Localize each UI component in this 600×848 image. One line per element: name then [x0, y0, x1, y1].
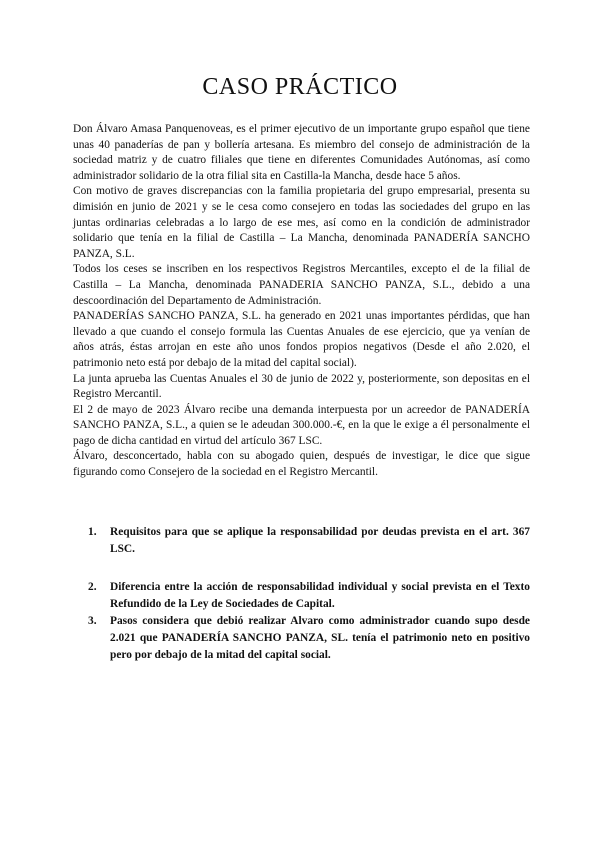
paragraph: Don Álvaro Amasa Panquenoveas, es el primer ejecutivo de un importante grupo español que tiene unas 40 panaderías de pan y bollería artesana. Es miembro del consejo de administración de la sociedad matriz y de cuatro filiales que tiene en diferentes Comunidades Autónomas, así como administrador solidario de la otra filial sita en Castilla-la Mancha, desde hace 5 años.: [73, 123, 530, 182]
questions-list: [88, 524, 530, 664]
question-text: Diferencia entre la acción de responsabilidad individual y social prevista en el Texto Refundido de la Ley de Sociedades de Capital.: [110, 581, 530, 610]
question-item: [88, 613, 530, 664]
paragraph: PANADERÍAS SANCHO PANZA, S.L. ha generado en 2021 unas importantes pérdidas, que han llevado a que cuando el consejo formula las Cuentas Anuales de ese ejercicio, que ya venían de años atrás, éstas arrojan en este año unos fondos propios negativos (Desde el año 2.020, el patrimonio neto está por debajo de la mitad del capital social).: [73, 310, 530, 369]
question-item: [88, 524, 530, 558]
question-number: 1.: [88, 526, 97, 538]
question-number: 2.: [88, 581, 97, 593]
paragraph: La junta aprueba las Cuentas Anuales el 30 de junio de 2022 y, posteriormente, son depositas en el Registro Mercantil.: [73, 372, 530, 401]
paragraph: Con motivo de graves discrepancias con la familia propietaria del grupo empresarial, presenta su dimisión en junio de 2021 y se le cesa como consejero en todas las sociedades del grupo en las juntas ordinarias celebradas a lo largo de ese mes, así como en la condición de administrador solidario que tenía en la filial de Castilla – La Mancha, denominada PANADERÍA SANCHO PANZA, S.L.: [73, 185, 530, 260]
page-title: CASO PRÁCTICO: [202, 74, 398, 100]
question-item: [88, 579, 530, 613]
question-text: Requisitos para que se aplique la responsabilidad por deudas prevista en el art. 367 LSC.: [110, 526, 530, 555]
paragraph: Todos los ceses se inscriben en los respectivos Registros Mercantiles, excepto el de la filial de Castilla – La Mancha, denominada PANADERIA SANCHO PANZA, S.L., debido a una descoordinación del Departamento de Administración.: [73, 263, 530, 307]
case-body: [73, 122, 530, 481]
paragraph: El 2 de mayo de 2023 Álvaro recibe una demanda interpuesta por un acreedor de PANADERÍA SANCHO PANZA, S.L., a quien se le adeudan 300.000.-€, en la que le exige a él personalmente el pago de dicha cantidad en virtud del artículo 367 LSC.: [73, 403, 530, 447]
paragraph: Álvaro, desconcertado, habla con su abogado quien, después de investigar, le dice que sigue figurando como Consejero de la sociedad en el Registro Mercantil.: [73, 450, 530, 479]
question-number: 3.: [88, 615, 97, 627]
question-text: Pasos considera que debió realizar Alvaro como administrador cuando supo desde 2.021 que PANADERÍA SANCHO PANZA, SL. tenía el patrimonio neto en positivo pero por debajo de la mitad del capital social.: [110, 615, 530, 661]
